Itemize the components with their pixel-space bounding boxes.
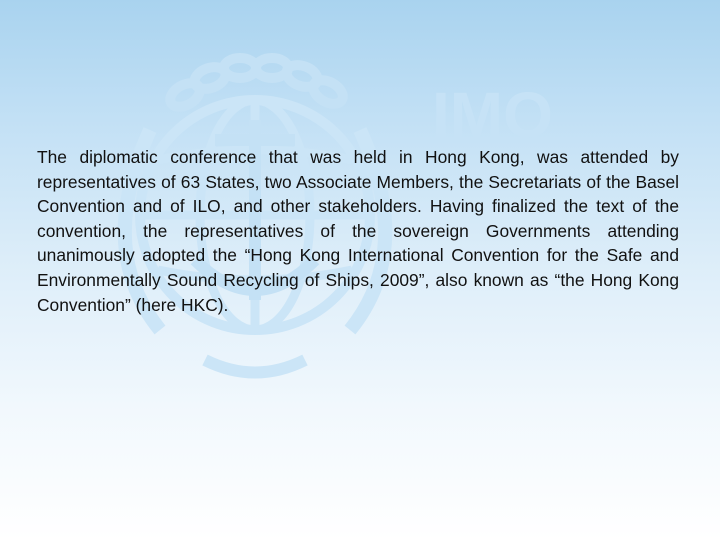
imo-logo-text: IMO bbox=[432, 79, 553, 151]
body-paragraph: The diplomatic conference that was held in Hong Kong, was attended by representatives of 63 States, two Associate Members, the Secretariats of the Basel Convention and of ILO, and other stakeholders. Having finalized the text of the convention, the representatives of the sovereign Governments attending unanimously adopted the “Hong Kong International Convention for the Safe and Environmentally Sound Recycling of Ships, 2009”, also known as “the Hong Kong Convention” (here HKC). bbox=[37, 147, 679, 315]
